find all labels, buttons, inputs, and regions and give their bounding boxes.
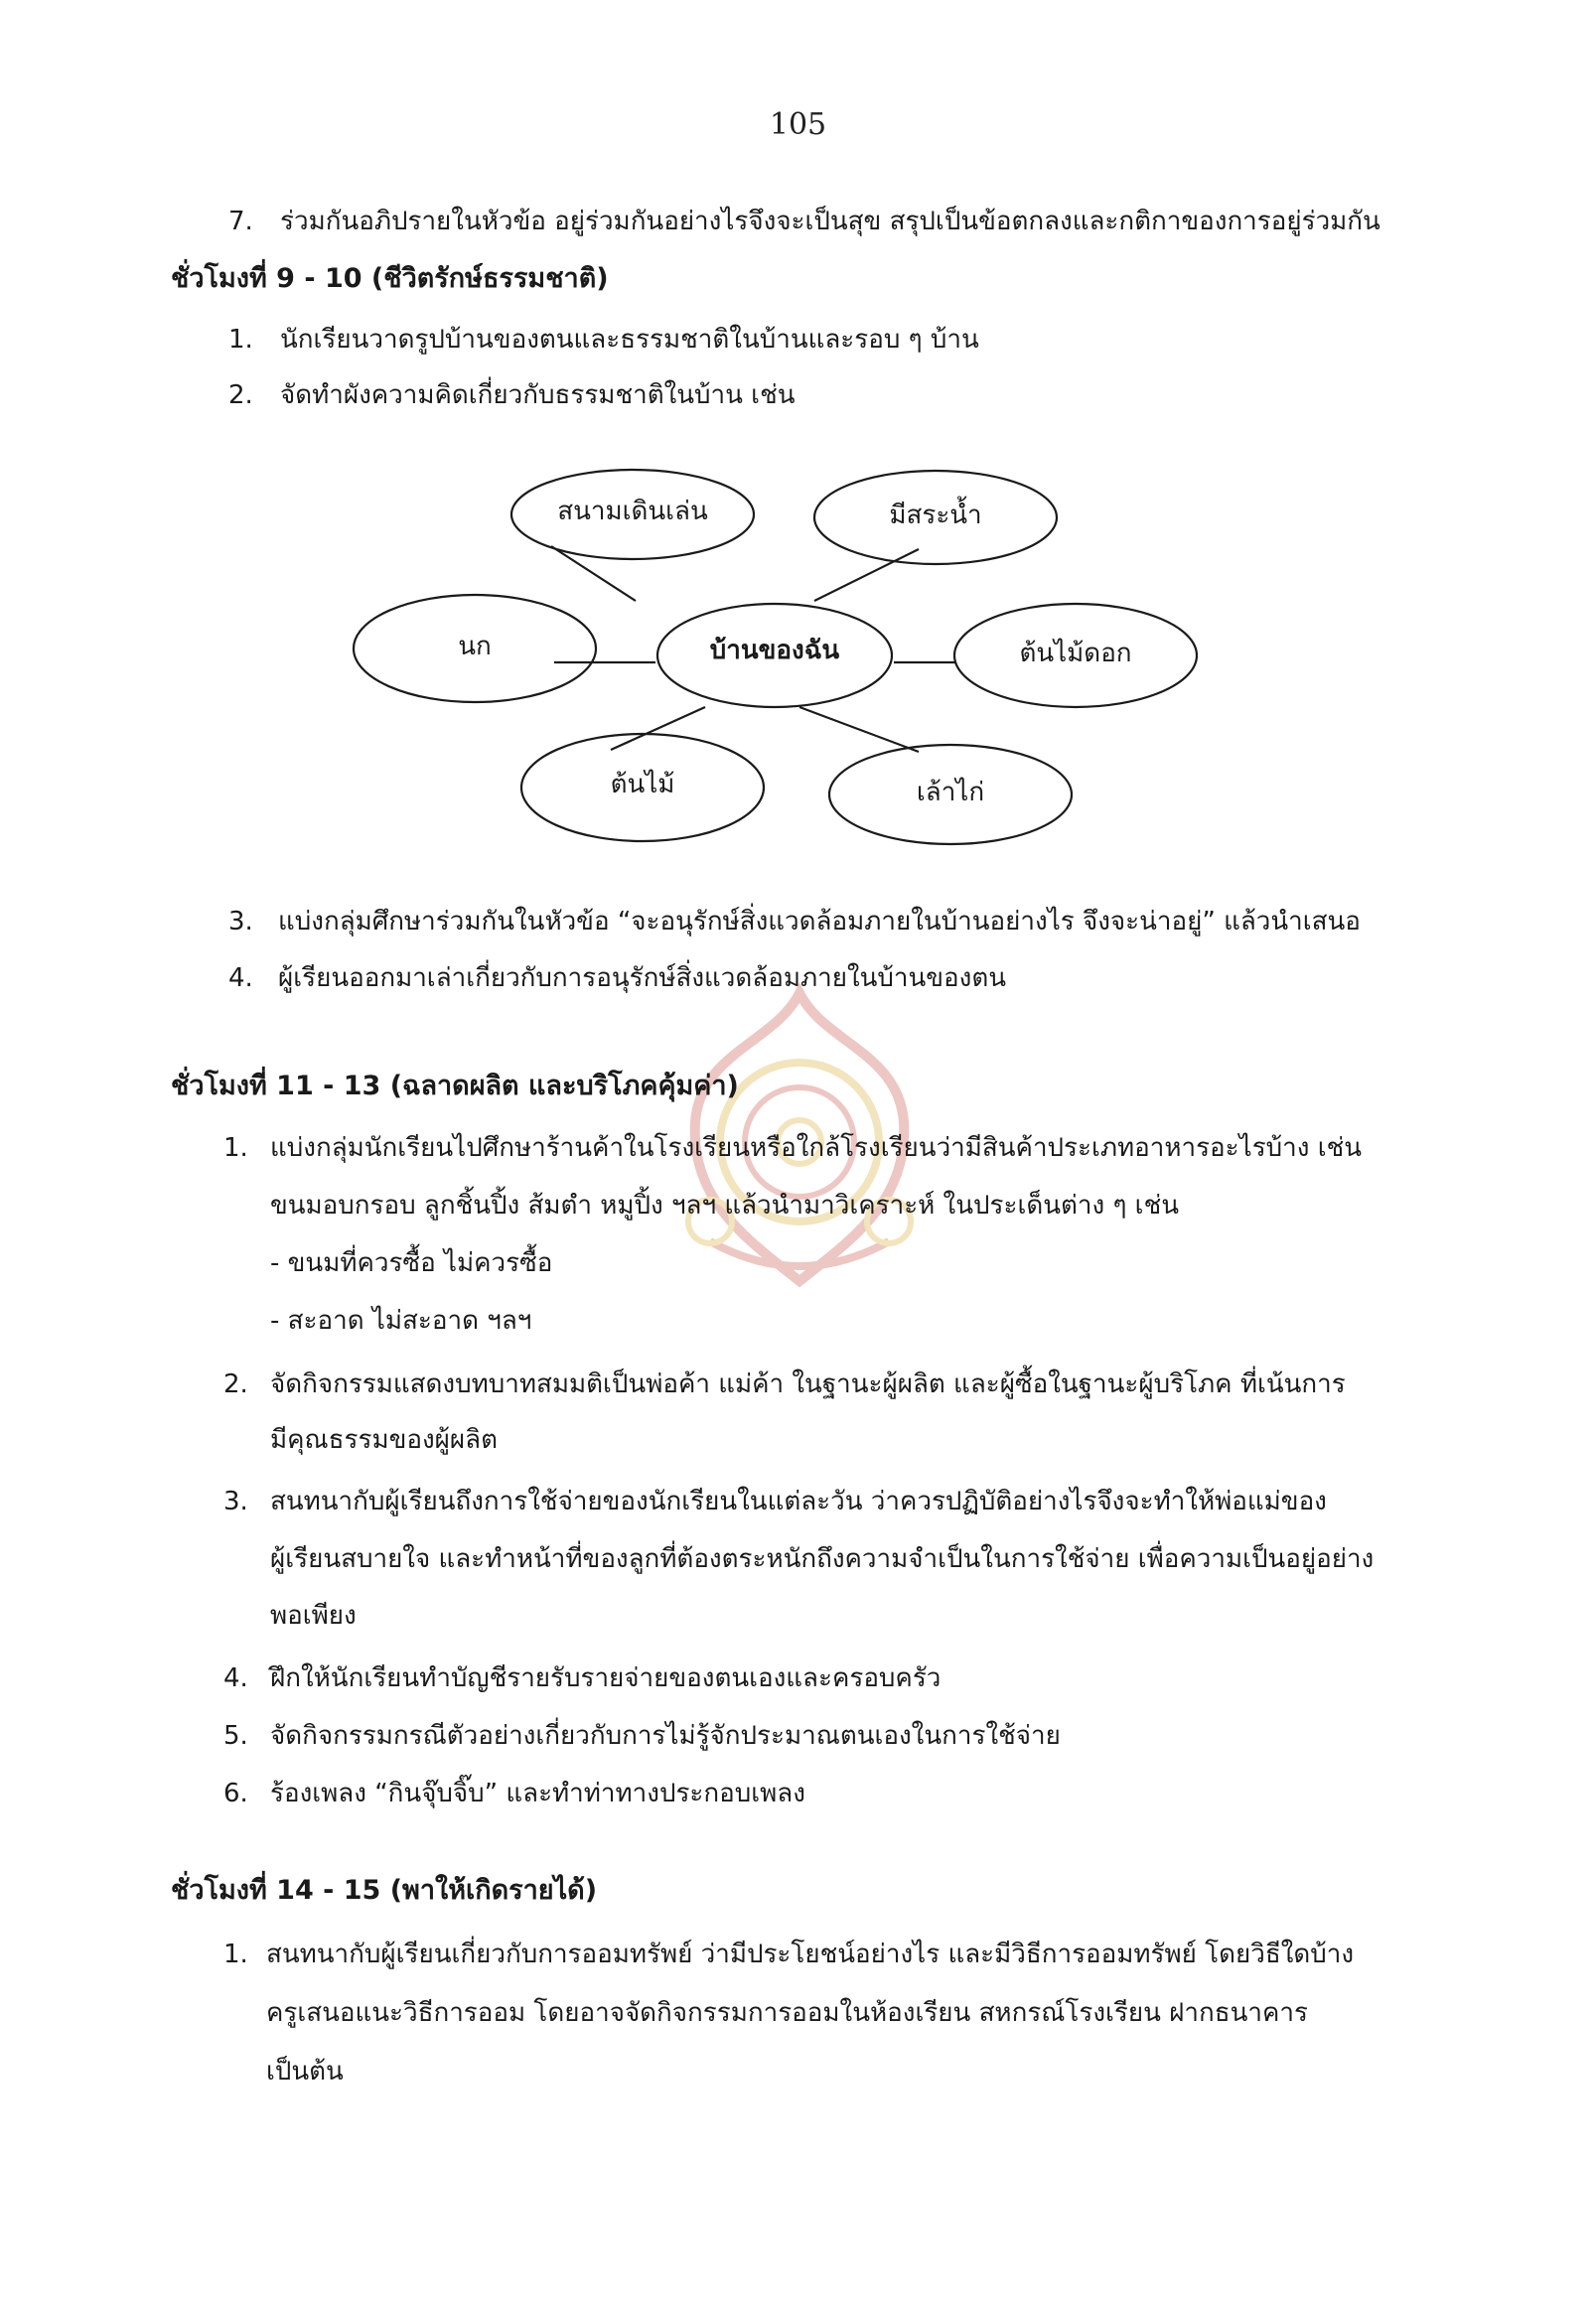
list-number: 4. bbox=[228, 963, 253, 993]
list-item-text: นักเรียนวาดรูปบ้านของตนและธรรมชาติในบ้านและรอบ ๆ บ้าน bbox=[280, 325, 979, 355]
list-item-text: จัดทำผังความคิดเกี่ยวกับธรรมชาติในบ้าน เช่น bbox=[280, 380, 796, 410]
list-number: 2. bbox=[228, 380, 253, 410]
list-item-text: ขนมอบกรอบ ลูกชิ้นปิ้ง ส้มตำ หมูปิ้ง ฯลฯ แล้วนำมาวิเคราะห์ ในประเด็นต่าง ๆ เช่น bbox=[270, 1191, 1179, 1221]
list-item-text: แบ่งกลุ่มศึกษาร่วมกันในหัวข้อ “จะอนุรักษ์สิ่งแวดล้อมภายในบ้านอย่างไร จึงจะน่าอยู่” แล้วนำเสนอ bbox=[278, 907, 1361, 936]
list-number: 5. bbox=[223, 1721, 248, 1751]
list-number: 1. bbox=[228, 325, 253, 355]
mind-map-label: นก bbox=[458, 632, 492, 661]
mind-map-label: ต้นไม้ดอก bbox=[1019, 639, 1132, 668]
connector-line bbox=[551, 546, 636, 601]
list-item-text: ร้องเพลง “กินจุ๊บจิ๊บ” และทำท่าทางประกอบเพลง bbox=[270, 1779, 805, 1808]
sub-item-text: - สะอาด ไม่สะอาด ฯลฯ bbox=[270, 1306, 532, 1336]
mind-map-center-label: บ้านของฉัน bbox=[709, 636, 840, 665]
list-item-text: แบ่งกลุ่มนักเรียนไปศึกษาร้านค้าในโรงเรียนหรือใกล้โรงเรียนว่ามีสินค้าประเภทอาหารอะไรบ้าง เช่น bbox=[270, 1133, 1363, 1163]
list-item-text: จัดกิจกรรมกรณีตัวอย่างเกี่ยวกับการไม่รู้จักประมาณตนเองในการใช้จ่าย bbox=[270, 1721, 1061, 1751]
list-number: 3. bbox=[228, 907, 253, 936]
list-number: 4. bbox=[223, 1663, 248, 1693]
connector-line bbox=[799, 707, 919, 752]
list-item-text: ร่วมกันอภิปรายในหัวข้อ อยู่ร่วมกันอย่างไรจึงจะเป็นสุข สรุปเป็นข้อตกลงและกติกาของการอยู่ร่วมกัน bbox=[280, 207, 1380, 236]
list-number: 6. bbox=[223, 1779, 248, 1808]
list-item-text: จัดกิจกรรมแสดงบทบาทสมมติเป็นพ่อค้า แม่ค้า ในฐานะผู้ผลิต และผู้ซื้อในฐานะผู้บริโภค ที่เน้นการ bbox=[270, 1369, 1346, 1399]
list-item-text: สนทนากับผู้เรียนเกี่ยวกับการออมทรัพย์ ว่ามีประโยชน์อย่างไร และมีวิธีการออมทรัพย์ โดยวิธีใดบ้าง bbox=[266, 1940, 1355, 1969]
list-number: 1. bbox=[223, 1940, 248, 1969]
list-number: 2. bbox=[223, 1369, 248, 1399]
list-item-text: ฝึกให้นักเรียนทำบัญชีรายรับรายจ่ายของตนเองและครอบครัว bbox=[270, 1663, 942, 1693]
list-number: 3. bbox=[223, 1487, 248, 1516]
list-item-text: ครูเสนอแนะวิธีการออม โดยอาจจัดกิจกรรมการออมในห้องเรียน สหกรณ์โรงเรียน ฝากธนาคาร bbox=[266, 1998, 1308, 2028]
page-number: 105 bbox=[769, 107, 827, 142]
mind-map-diagram bbox=[328, 452, 1222, 869]
mind-map-label: เล้าไก่ bbox=[916, 778, 985, 807]
section-heading-2: ชั่วโมงที่ 11 - 13 (ฉลาดผลิต และบริโภคคุ้มค่า) bbox=[171, 1071, 739, 1101]
sub-item-text: - ขนมที่ควรซื้อ ไม่ควรซื้อ bbox=[270, 1248, 553, 1278]
list-item-text: พอเพียง bbox=[270, 1601, 357, 1631]
list-item-text: เป็นต้น bbox=[266, 2057, 344, 2087]
section-heading-3: ชั่วโมงที่ 14 - 15 (พาให้เกิดรายได้) bbox=[171, 1875, 598, 1906]
list-item-text: ผู้เรียนสบายใจ และทำหน้าที่ของลูกที่ต้องตระหนักถึงความจำเป็นในการใช้จ่าย เพื่อความเป็นอยู่อย่าง bbox=[270, 1544, 1375, 1574]
list-number: 1. bbox=[223, 1133, 248, 1163]
section-heading-1: ชั่วโมงที่ 9 - 10 (ชีวิตรักษ์ธรรมชาติ) bbox=[171, 263, 609, 294]
list-item-text: มีคุณธรรมของผู้ผลิต bbox=[270, 1425, 498, 1455]
list-item-text: ผู้เรียนออกมาเล่าเกี่ยวกับการอนุรักษ์สิ่งแวดล้อมภายในบ้านของตน bbox=[278, 963, 1007, 993]
mind-map-label: มีสระน้ำ bbox=[889, 501, 982, 530]
mind-map-label: ต้นไม้ bbox=[610, 770, 675, 799]
list-item-text: สนทนากับผู้เรียนถึงการใช้จ่ายของนักเรียนในแต่ละวัน ว่าควรปฏิบัติอย่างไรจึงจะทำให้พ่อแม่ของ bbox=[270, 1487, 1327, 1516]
connector-line bbox=[611, 707, 705, 750]
mind-map-label: สนามเดินเล่น bbox=[557, 497, 708, 526]
list-number: 7. bbox=[228, 207, 253, 236]
